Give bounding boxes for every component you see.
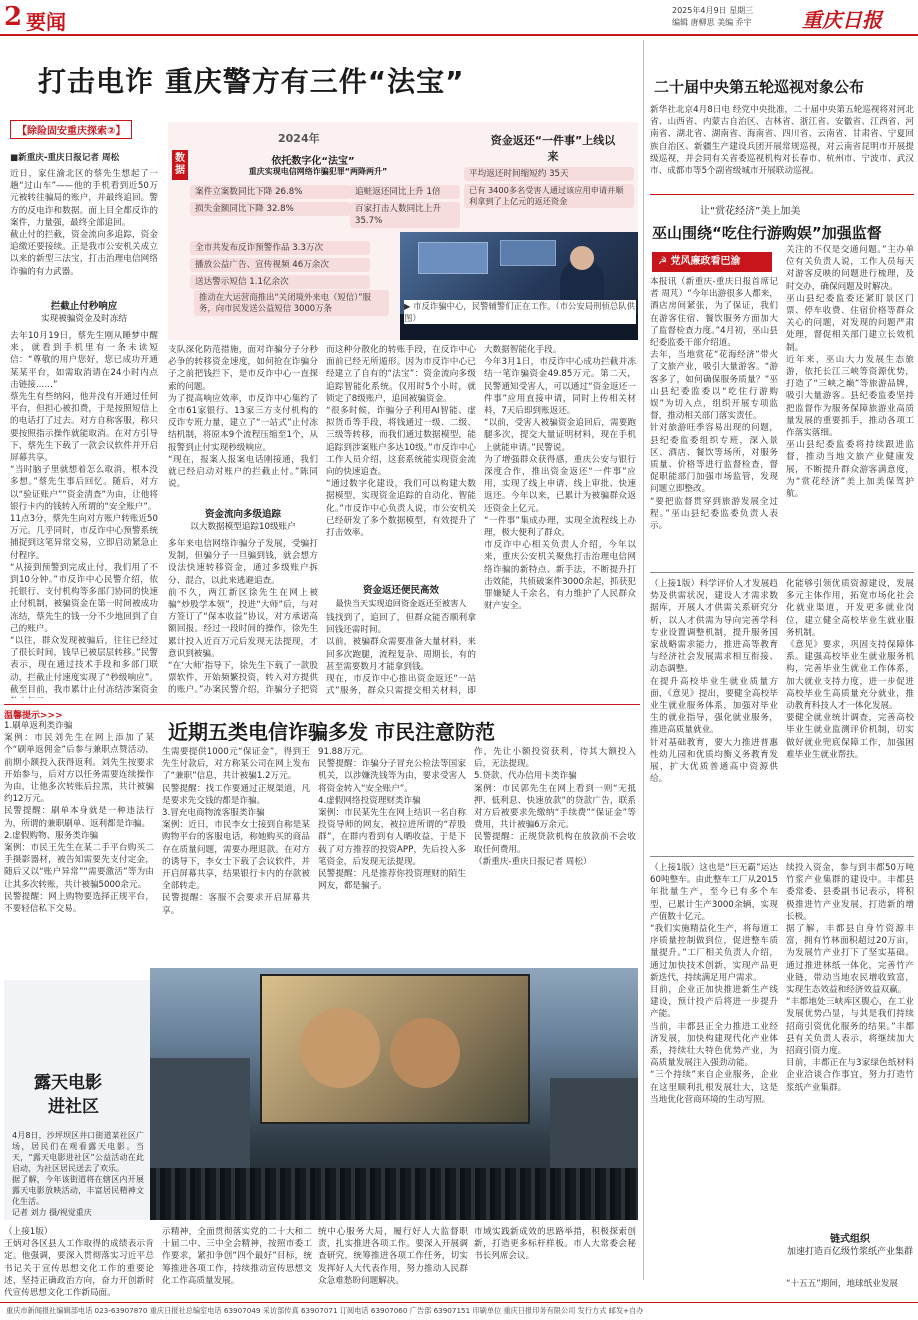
stat-warnings: 全市共发布反诈预警作品 3.3万次 [190,241,370,255]
edu-rule [650,856,914,857]
stat-ads: 播放公益广告、宣传视频 46万余次 [190,258,370,272]
movie-photo [150,968,638,1220]
lead-col1-body: 去年10月19日，蔡先生刚从睡梦中醒来，就看到手机里有一条未读短信：“尊敬的用户您好，您已成功开通某某平台，如需取消请在24小时内点击链接……” 蔡先生有些纳闷，他并没有开通过任何平台，但担心被扣费，于是按照短信上的电话打了过去。对方自称客服，称只要按照指示操作就能取消。在对方引导下，蔡先生下载了一款会议软件并开启屏幕共享。 “当时脑子里就想着怎么取消，根本没多想。”蔡先生事后回忆。随后，对方以“验证账户”“资金清查”为由，让他将银行卡内的钱转入所谓的“安全账户”。 11点3分，蔡先生向对方账户转账近50万元。几乎同时，市反诈中心预警系统捕捉到这笔异常交易，立即启动紧急止付程序。 “从接到预警到完成止付，我们用了不到10分钟。”市反诈中心民警介绍，依托银行、支付机构等多部门协同的快速止付机制，被骗资金在第一时间被成功冻结，蔡先生的钱一分不少地回到了自己的账户。 “以往，群众发现被骗后，往往已经过了很长时间，钱早已被层层转移。”民警表示，现在通过技术手段和多部门联动，拦截止付速度实现了“秒级响应”。截至目前，我市累计止付冻结涉案资金 [10,331,158,695]
movie-screen-kid-2 [390,1018,460,1088]
wushan-rule [650,572,914,573]
edu-col1: （上接1版）科学评价人才发展趋势及供需状况，建设人才需求数据库，开展人才供需关系研究分析，以人才供需为导向完善学科专业设置调整机制，提升服务国家战略需求能力，推进高等教育与经济社会发展需求相互衔接、动态调整。 在提升高校毕业生就业质量方面，《意见》提出，要健全高校毕业生就业服务体系，加强对毕业生的就业指导，强化就业服务，推进高质量就业。 针对基础教育，要大力推进普惠性幼儿园和优质均衡义务教育发展，扩大优质普通高中资源供给。 [650,579,778,785]
stat-case-decline: 案件立案数同比下降 26.8% [190,185,350,199]
lead-headline: 打击电诈 重庆警方有三件“法宝” [38,65,465,98]
lead-col3-b: 钱找到了，追回了，但群众能否顺利拿回钱还需时间。 以前，被骗群众需要准备大量材料，来回多次跑腿，流程复杂、周期长，有的甚至需要数月才能拿到钱。 现在，市反诈中心推出资金返还“一站式”服务，群众只需提交相关材料，即 [326,613,476,697]
editors: 编辑 唐柳思 美编 乔宇 [672,18,752,27]
industry-headline: 加速打造百亿级竹浆纸产业集群 [786,1247,913,1257]
lead-col2-b: 多年来电信网络诈骗分子发展，受骗打发制，但骗分子一旦骗到钱，就会想方设法快速转移资金，通过多级账户拆分、混合，以此来逃避追查。 前不久，两江新区徐先生在网上被骗“炒股学本领”，投进“大师”后，与对方签订了“保本收益”协议，对方承诺高额回报。经过一段时间的操作，徐先生累计投入近百万元后发现无法提现，才意识到被骗。 “在‘大师’指导下，徐先生下载了一款股票软件，开始频繁投资，转入对方提供的账户。”办案民警介绍，诈骗分子把资 [168,539,318,696]
warn-headline: 近期五类电信诈骗多发 市民注意防范 [168,720,495,744]
wushan-badge-text: 党风廉政看巴渝 [670,256,741,267]
subhead-1b: 实现被骗资金及时冻结 [41,314,127,324]
warn-col2: 生需要提供1000元“保证金”，得到王先生付款后，对方称某公司在网上发布了“兼职”信息，共计被骗1.2万元。 民警提醒：找工作要通过正规渠道，凡是要求先交钱的都是诈骗。 3.冒充电商物流客服类诈骗 案例：近日，市民李女士接到自称是某购物平台的客服电话，称她购买的商品存在质量问题，需要办理退款。在对方的诱导下，李女士下载了会议软件，并开启屏幕共享，结果银行卡内的存款被全部转走。 民警提醒：客服不会要求开启屏幕共享。 [162,747,310,916]
industry-col2-b: “十五五”期间，地球纸业发展 [786,1279,899,1289]
inspection-headline: 二十届中央第五轮巡视对象公布 [654,78,865,96]
movie-title-2: 进社区 [48,1097,99,1117]
masthead [0,0,918,34]
newspaper-logo: 重庆日报 [802,8,882,32]
footer-rule [0,1302,918,1303]
infographic-stats-mid [350,182,460,231]
photo-screen-2 [500,240,556,266]
movie-caption: 4月8日，沙坪坝区井口街道某社区广场，居民们在观看露天电影。当天，“露天电影进社区”公益活动在此启动，为社区居民送去了欢乐。 据了解，今年该街道将在辖区内开展露天电影放映活动，丰富居民精神文化生活。 记者 刘力 摄/视觉重庆 [12,1131,144,1217]
edu-col2: 化能够引领优质资源建设，发展多元主体作用，拓宽市场化社会化就业渠道，开发更多就业岗位，建立健全高校毕业生就业服务机制。 《意见》要求，巩固支持保障体系。建强高校毕业生就业服务机构，完善毕业生就业工作体系，加大就业支持力度，进一步促进高校毕业生高质量充分就业，推动教育科技人才一体化发展。 要健全就业统计调查，完善高校毕业生就业监测评价机制，切实做好就业兜底保障工作，加强困难毕业生就业帮扶。 [786,579,914,760]
footer-text: 重庆市新闻报社编辑部电话 023-63907870 重庆日报社总编室电话 63907049 采访部传真 63907071 订阅电话 63907060 广告部 63907151 印刷单位 重庆日报印务有限公司 发行方式 邮发+自办 [6,1306,644,1315]
wushan-headline: 巫山围绕“吃住行游购娱”加强监督 [652,224,882,242]
infographic-year: 2024年 [278,132,320,145]
lead-intro: 近日，家住渝北区的蔡先生想起了一趟“过山车”——他的手机看到近50万元被转往骗局的账户，并最终追回。警方的反电诈和数据。面上目全都反诈的案件，力量强，最终全部追回。 截止付的拦截，资金流向多追踪，资金追缴还要接续。正是我市公安机关成立以来的新型三法宝，打击治理电信网络诈骗的有力武器。 [10,169,158,277]
infographic-stat-operators: 推动在大运营商推出“关闭境外来电（短信）”服务，向市民发送公益短信 3000万条 [194,290,389,316]
warn-col3: 91.88万元。 民警提醒：诈骗分子冒充公检法等国家机关，以涉嫌洗钱等为由，要求受害人将资金转入“安全账户”。 4.虚假网络投资理财类诈骗 案例：市民某先生在网上结识一名自称投资导师的网友，被拉进所谓的“荐股群”，在群内看到有人晒收益，于是下载了对方推荐的投资APP，先后投入多笔资金，后发现无法提现。 民警提醒：凡是推荐你投资理财的陌生网友，都是骗子。 [318,747,466,892]
industry-col2: 续投入资金，参与到丰都50万吨竹浆产业集群的建设中。丰都县委常委、县委副书记表示，将积极推进竹产业发展，打造新的增长极。 据了解，丰都县自身竹资源丰富，拥有竹林面积超过20万亩，为发展竹产业打下了坚实基础。通过推进林纸一体化，完善竹产业链，带动当地农民增收致富，实现生态效益和经济效益双赢。 “丰都地处三峡库区腹心，在工业发展优势凸显，与其是我们持续招商引资优化服务的结果。”丰都县有关负责人表示，将继续加大招商引资力度。 目前，丰都正在与3家绿色纸材料企业洽谈合作事宜，努力打造竹浆纸产业集群。 [786,863,914,1093]
infographic-right-title: 资金返还“一件事”上线以来 [490,134,616,163]
inspection-body: 新华社北京4月8日电 经党中央批准，二十届中央第五轮巡视将对河北省、山西省、内蒙古自治区、吉林省、浙江省、安徽省、江西省、河南省、湖北省、湖南省、海南省、四川省、云南省、甘肃省、宁夏回族自治区、新疆生产建设兵团开展常规巡视，对云南省昆明市开展提级巡视，并会同有关省委巡视机构对长春市、杭州市、宁波市、武汉市、成都市等5个副省级城市开展联动巡视。 [650,105,914,177]
stat-return-amount: 已有 3400多名受害人通过该应用申请并顺利拿到了上亿元的返还资金 [464,184,634,208]
wushan-badge [652,252,772,272]
industry-col1: （上接1版）这也是“巨无霸”运达60吨整车。由此整车工厂从2015年批量生产，至今已有多个车型，已累计生产3000余辆，实现产值数十亿元。 “我们实施精益化生产，将每道工序质量控制做到位，促进整车质量提升。”工厂相关负责人介绍，通过加快技术创新，实现产品更新迭代，持续满足用户需求。 目前，企业正加快推进新生产线建设，预计投产后将进一步提升产能。 当前，丰都县正全力推进工业经济发展，加快构建现代化产业体系，持续壮大特色优势产业，为高质量发展注入强劲动能。 “三个持续”来自企业服务，企业在这里顺利扎根发展壮大，这是当地优化营商环境的生动写照。 [650,863,778,1105]
photo-person-head [570,246,594,270]
party-emblem-icon: ☭ [658,256,671,267]
issue-date: 2025年4月9日 星期三 [672,6,754,15]
crowd [150,1168,638,1220]
lower-col2: 示精神，全面贯彻落实党的二十大和二十届二中、三中全会精神，按照市委工作要求，紧扣争创“四个最好”目标，统筹推进各项工作，持续推动宣传思想文化工作高质量发展。 [162,1227,312,1286]
industry-kicker: 链式组织 [830,1234,870,1245]
subhead-3b: 最快当天实现追回资金返还至被害人 [335,598,467,608]
subhead-2: 资金流向多级追踪 [204,509,281,520]
stat-recovery-rise: 追赃返还同比上升 1倍 [350,185,460,199]
photo-caption: ▶ 市反诈骗中心，民警辅警们正在工作。（市公安局刑侦总队供图） [404,301,636,323]
buildings-right [550,1078,638,1178]
movie-screen-kids [300,1008,380,1088]
warn-col1: 1.刷单返利类诈骗 案例：市民刘先生在网上添加了某个“刷单返佣金”后参与兼职点赞活动，前期小额投入获得返利。刘先生按要求开始参与，后对方以任务需要连续操作为由，让他多次转账后拉黑，共计被骗约12万元。 民警提醒：刷单本身就是一种违法行为，所谓的兼职刷单、返利都是诈骗。 2.虚假购物、服务类诈骗 案例：市民王先生在某二手平台购买二手摄影器材，被告知需要先支付定金，随后又以“账户异常”“需要激活”等为由让其多次转账，共计被骗5000余元。 民警提醒：网上购物要选择正规平台，不要轻信私下交易。 [4,721,154,915]
infographic-left-sub: 重庆实现电信网络诈骗犯罪“两降两升” [248,167,388,176]
lead-col2-a: 支队深化防范措施，面对诈骗分子分秒必争的转移资金速度，如何抢在诈骗分子之前把钱拦下，是市反诈中心一直探索的问题。 为了提高响应效率，市反诈中心集约了全市61家银行、13家三方支付机构的反诈专班力量，建立了“一站式”止付冻结机制，将原本9个流程压缩至1个，从报警到止付实现秒级响应。 “现在，报案人报案电话刚接通，我们就已经启动对账户的拦截止付。”陈同说。 [168,345,318,490]
wushan-col2: 关注的不仅是交通问题。”主办单位有关负责人说，工作人员每天对游客反映的问题进行梳理，及时交办，确保问题及时解决。 巫山县纪委监委还紧盯景区门票、停车收费、住宿价格等群众关心的问题，对发现的问题严肃处理，督促相关部门建立长效机制。 近年来，巫山大力发展生态旅游，依托长江三峡等资源优势，打造了“三峡之巅”等旅游品牌，吸引大量游客。县纪委监委坚持把监督作为服务保障旅游业高质量发展的重要抓手，推动各项工作落实落细。 巫山县纪委监委将持续跟进监督，推动当地文旅产业健康发展，不断提升群众游客满意度，为“赏花经济”美上加美保驾护航。 [786,245,914,500]
infographic-right-stats [464,164,634,211]
subhead-3: 资金返还便民高效 [362,585,439,596]
page-number: 2 [4,2,23,32]
lower-col1: （上接1版） 王炳对各区县人工作取得的成绩表示肯定。他强调，要深入贯彻落实习近平总书记关于宣传思想文化工作的重要论述，坚持正确政治方向，奋力开创新时代宣传思想文化工作新局面。 [4,1227,154,1299]
photo-screen [418,242,488,274]
infographic-left-title: 依托数字化“法宝” [271,156,355,167]
infographic-stats-bottom [190,238,370,292]
wushan-kicker: 让“赏花经济”美上加美 [700,206,801,217]
lower-col4: 市域实践新成效的思路举措，积极探索创新，打造更多标杆样板。市人大常委会秘书长列席会议。 [474,1227,636,1262]
series-tag-text: 除险固安重庆探索② [27,126,116,137]
subhead-2b: 以大数据模型追踪10级账户 [190,522,296,532]
lower-col3: 统中心服务大局，履行好人大监督职责，扎实推进各项工作。要深入开展调查研究，统筹推进各项工作任务，切实发挥好人大代表作用，努力推动人民群众急难愁盼问题解决。 [318,1227,468,1286]
lead-col4: 大数据智能化手段。 今年3月1日，市反诈中心成功拦截并冻结一笔诈骗资金49.85万元。第二天，民警通知受害人，可以通过“资金返还一件事”应用直接申请，同时上传相关材料，7天后即到账返还。 “以前，受害人被骗资金追回后，需要跑腿多次，提交大量证明材料，现在手机上就能申请。”民警说。 为了增强群众获得感，重庆公安与银行深度合作，推出资金返还“一件事”应用，实现了线上申请、线上审批、快速返还。今年以来，已累计为被骗群众返还资金上亿元。 “一件事”集成办理，实现全流程线上办理，极大便利了群众。 市反诈中心相关负责人介绍，今年以来，重庆公安机关聚焦打击治理电信网络诈骗的新特点、新手法，不断提升打击效能，共侦破案件3000余起，抓获犯罪嫌疑人千余名，有力维护了人民群众财产安全。 [484,345,636,612]
warn-col4: 作，先让小额投资获利，待其大额投入后，无法提现。 5.贷款、代办信用卡类诈骗 案例：市民郭先生在网上看到一则“无抵押、低利息、快速放款”的贷款广告，联系对方后被要求先缴纳“手续费”“保证金”等费用，共计被骗6万余元。 民警提醒：正规贷款机构在放款前不会收取任何费用。 （新重庆-重庆日报记者 周松） [474,747,636,867]
lead-byline: ■新重庆-重庆日报记者 周松 [10,153,120,163]
stat-sms: 送达警示短信 1.1亿余次 [190,275,370,289]
stat-return-time: 平均返还时间缩短约 35天 [464,167,634,181]
section-name: 要闻 [26,10,66,34]
movie-title-box [4,980,150,1220]
masthead-rule [0,34,918,36]
movie-title-1: 露天电影 [34,1073,102,1093]
stat-arrest-rise: 百家打击人数同比上升 35.7% [350,202,460,228]
infographic-stats-left [190,182,350,219]
inspection-rule [650,194,914,195]
main-column-divider [643,40,644,1280]
lead-col3-a: 而这种分散化的转账手段，在反诈中心面前已经无所遁形。因为市反诈中心已经建立了自有的“法宝”：资金流向多级追踪智能化系统。仅用时5个小时，就锁定了8级账户，追回被骗资金。 “很多时候，诈骗分子利用AI智能、虚拟货币等手段，将钱通过一级、二级、三级等转移，而我们通过数据模型，能追踪到涉案账户多达10级。”市反诈中心工作人员介绍，这套系统能实现资金流向的快速追查。 “通过数字化建设，我们可以构建大数据模型，实现资金追踪的自动化、智能化。”市反诈中心负责人说，市公安机关已经研发了多个数据模型，有效提升了打击效率。 [326,345,476,539]
stat-loss-decline: 损失金额同比下降 32.8% [190,202,350,216]
warn-label: 温馨提示>>> [4,711,63,721]
buildings-left [150,1058,250,1178]
warn-rule [4,704,640,705]
wushan-col1: 本报讯（新重庆-重庆日报首席记者 周芃）“今年出游很多人都来，酒店房间紧张，为了保证，我们在游客住宿、餐饮服务方面加大了监督检查力度。”4月初，巫山县纪委监委干部介绍道。 去年，当地赏花“花海经济”带火了文旅产业，吸引大量游客。“游客多了，如何确保服务质量？”巫山县纪委监委以“吃住行游购娱”为切入点，组织开展专项监督，推动相关部门落实责任。 针对旅游旺季容易出现的问题，县纪委监委组织专班，深入景区、酒店、餐饮等场所，对服务质量、价格等进行监督检查，督促职能部门加强市场监管，发现问题立即整改。 “要把监督贯穿到旅游发展全过程。”巫山县纪委监委负责人表示。 [650,277,778,532]
series-tag: 【除险固安重庆探索②】 [10,120,132,139]
subhead-1: 拦截止付秒响应 [50,301,118,312]
infographic-side-label: 数据 [172,150,188,180]
